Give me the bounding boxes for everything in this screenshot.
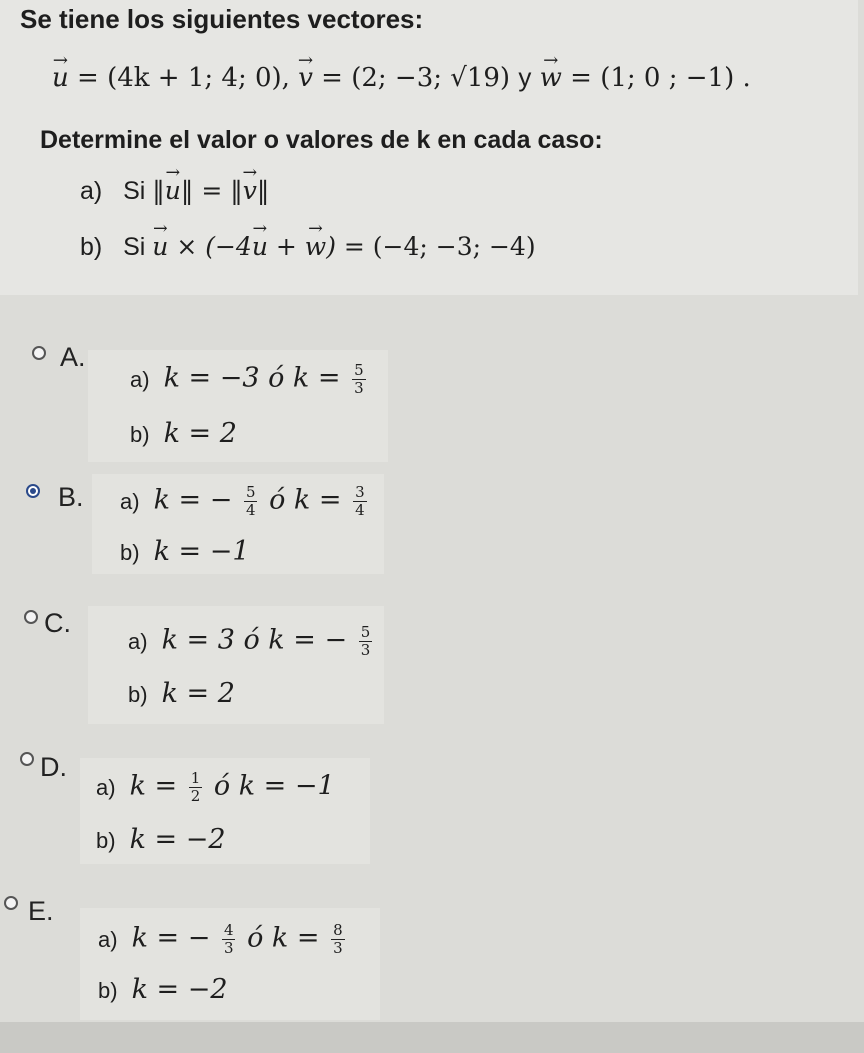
part-b-result: = (−4; −3; −4) xyxy=(343,232,536,261)
option-b-radio[interactable] xyxy=(26,484,40,498)
part-a-condition: a) Si ‖u →‖ = ‖v →‖ xyxy=(80,176,269,206)
option-d[interactable] xyxy=(0,744,864,884)
option-b[interactable] xyxy=(0,474,864,614)
option-b-part-b: b) k = −1 xyxy=(120,536,250,567)
question-title: Se tiene los siguientes vectores: xyxy=(20,4,424,34)
conjunction-y: y xyxy=(518,62,532,92)
question-prompt xyxy=(0,0,858,295)
option-c-part-b: b) k = 2 xyxy=(128,678,235,709)
option-e-part-b: b) k = −2 xyxy=(98,974,228,1005)
option-b-part-a: a) k = − $\frac{5}{4}$ ó k = $\frac{3}{4}$ xyxy=(120,483,365,519)
part-b-condition: b) Si u → × (−4u → + w →) = (−4; −3; −4) xyxy=(80,232,536,262)
u-definition: (4k + 1; 4; 0), xyxy=(107,63,290,93)
option-c-letter: C. xyxy=(44,608,71,638)
bottom-strip xyxy=(0,1022,864,1053)
option-a-part-b: b) k = 2 xyxy=(130,418,237,449)
option-c-part-a: a) k = 3 ó k = − $\frac{5}{3}$ xyxy=(128,623,371,659)
option-c-radio[interactable] xyxy=(24,610,38,624)
option-a-radio[interactable] xyxy=(32,346,46,360)
option-d-part-b: b) k = −2 xyxy=(96,824,226,855)
option-e[interactable] xyxy=(0,890,864,1030)
vector-definitions: u → = (4k + 1; 4; 0), v → = (2; −3; √19) y w → = (1; 0 ; −1) . xyxy=(52,62,751,93)
option-e-part-a: a) k = − $\frac{4}{3}$ ó k = $\frac{8}{3}$ xyxy=(98,921,343,957)
option-d-radio[interactable] xyxy=(20,752,34,766)
option-a[interactable] xyxy=(0,330,864,470)
option-e-letter: E. xyxy=(28,896,54,926)
instruction: Determine el valor o valores de k en cada caso: xyxy=(40,126,603,154)
option-d-letter: D. xyxy=(40,752,67,782)
option-b-letter: B. xyxy=(58,482,84,512)
option-d-part-a: a) k = $\frac{1}{2}$ ó k = −1 xyxy=(96,769,335,805)
option-c[interactable] xyxy=(0,602,864,742)
v-definition: (2; −3; √19) xyxy=(351,63,511,93)
w-definition: (1; 0 ; −1) . xyxy=(600,63,751,93)
option-e-radio[interactable] xyxy=(4,896,18,910)
option-a-part-a: a) k = −3 ó k = $\frac{5}{3}$ xyxy=(130,361,364,397)
option-a-letter: A. xyxy=(60,342,86,372)
